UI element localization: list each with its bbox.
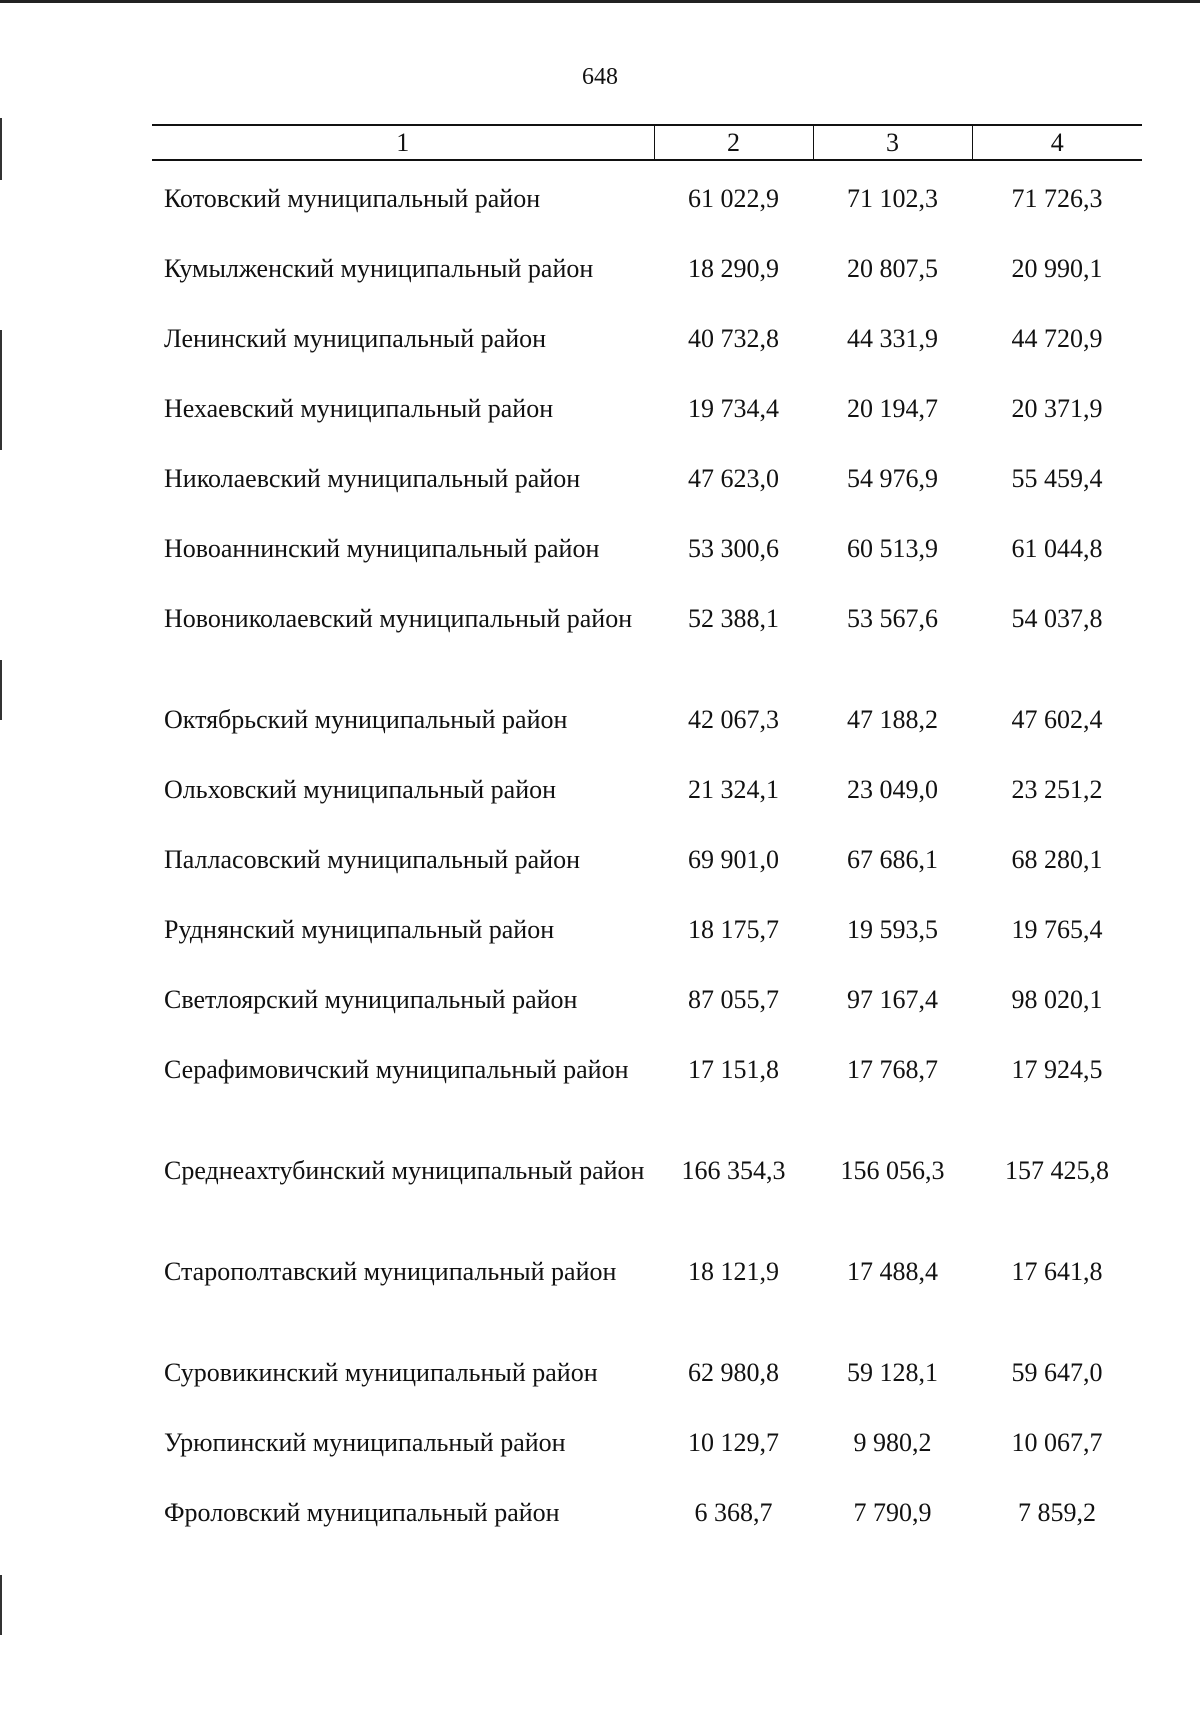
value-col-2: 166 354,3	[681, 1156, 786, 1185]
district-name: Светлоярский муниципальный район	[164, 985, 578, 1014]
table-row	[152, 323, 1142, 393]
value-col-4: 23 251,2	[1011, 775, 1103, 804]
district-name: Кумылженский муниципальный район	[164, 254, 594, 283]
header-col-2: 2	[654, 125, 813, 160]
value-col-3: 60 513,9	[847, 534, 938, 563]
district-name: Старополтавский муниципальный район	[164, 1257, 617, 1286]
value-col-2: 6 368,7	[694, 1498, 773, 1527]
value-col-4: 98 020,1	[1011, 985, 1103, 1014]
table-row	[152, 774, 1142, 844]
value-col-2: 21 324,1	[688, 775, 779, 804]
table-row	[152, 1256, 1142, 1357]
header-col-4: 4	[972, 125, 1142, 160]
district-name: Котовский муниципальный район	[164, 184, 541, 213]
value-col-2: 52 388,1	[688, 604, 779, 633]
value-col-3: 23 049,0	[847, 775, 938, 804]
value-col-2: 42 067,3	[688, 705, 779, 734]
value-col-3: 20 807,5	[847, 254, 938, 283]
value-col-4: 71 726,3	[1011, 184, 1103, 213]
page-number: 648	[582, 64, 618, 90]
district-name: Урюпинский муниципальный район	[164, 1428, 566, 1457]
header-col-1: 1	[152, 125, 654, 160]
value-col-2: 10 129,7	[688, 1428, 779, 1457]
value-col-2: 53 300,6	[688, 534, 779, 563]
value-col-2: 40 732,8	[688, 324, 779, 353]
table-row	[152, 704, 1142, 774]
value-col-3: 17 488,4	[847, 1257, 938, 1286]
scan-margin-mark	[0, 330, 2, 450]
table-header	[152, 125, 1142, 160]
table-row	[152, 984, 1142, 1054]
table-row	[152, 1427, 1142, 1497]
table-row	[152, 1357, 1142, 1427]
value-col-3: 53 567,6	[847, 604, 938, 633]
table-row	[152, 1155, 1142, 1256]
value-col-2: 18 175,7	[688, 915, 779, 944]
value-col-3: 156 056,3	[840, 1156, 945, 1185]
scan-margin-mark	[0, 1575, 2, 1635]
table-row	[152, 1497, 1142, 1567]
table-body	[152, 160, 1142, 1567]
header-row	[152, 125, 1142, 160]
district-name: Николаевский муниципальный район	[164, 464, 581, 493]
value-col-2: 19 734,4	[688, 394, 779, 423]
value-col-2: 69 901,0	[688, 845, 779, 874]
budget-table-container	[152, 124, 1142, 1567]
value-col-2: 17 151,8	[688, 1055, 779, 1084]
value-col-4: 19 765,4	[1011, 915, 1103, 944]
value-col-3: 97 167,4	[847, 985, 938, 1014]
table-row	[152, 533, 1142, 603]
value-col-4: 10 067,7	[1011, 1428, 1103, 1457]
table-row	[152, 914, 1142, 984]
table-row	[152, 393, 1142, 463]
value-col-2: 87 055,7	[688, 985, 779, 1014]
table-row	[152, 1054, 1142, 1155]
district-name: Новониколаевский муниципальный район	[164, 604, 633, 633]
value-col-3: 71 102,3	[847, 184, 938, 213]
value-col-4: 44 720,9	[1011, 324, 1103, 353]
value-col-4: 61 044,8	[1011, 534, 1103, 563]
scan-margin-mark	[0, 660, 2, 720]
value-col-3: 59 128,1	[847, 1358, 938, 1387]
value-col-2: 61 022,9	[688, 184, 779, 213]
value-col-2: 18 121,9	[688, 1257, 779, 1286]
value-col-4: 157 425,8	[1005, 1156, 1109, 1185]
value-col-4: 47 602,4	[1011, 705, 1103, 734]
district-name: Среднеахтубинский муниципальный район	[164, 1156, 645, 1185]
district-name: Октябрьский муниципальный район	[164, 705, 568, 734]
scan-margin-mark	[0, 118, 2, 180]
value-col-3: 17 768,7	[847, 1055, 938, 1084]
value-col-4: 54 037,8	[1011, 604, 1103, 633]
value-col-3: 47 188,2	[847, 705, 938, 734]
value-col-4: 7 859,2	[1018, 1498, 1096, 1527]
district-name: Серафимовичский муниципальный район	[164, 1055, 629, 1084]
value-col-4: 55 459,4	[1011, 464, 1103, 493]
value-col-3: 54 976,9	[847, 464, 938, 493]
district-name: Суровикинский муниципальный район	[164, 1358, 598, 1387]
value-col-2: 18 290,9	[688, 254, 779, 283]
value-col-4: 17 641,8	[1011, 1257, 1103, 1286]
value-col-2: 47 623,0	[688, 464, 779, 493]
value-col-3: 20 194,7	[847, 394, 938, 423]
value-col-3: 9 980,2	[853, 1428, 932, 1457]
value-col-3: 7 790,9	[853, 1498, 932, 1527]
budget-table	[152, 124, 1142, 1567]
value-col-4: 17 924,5	[1011, 1055, 1103, 1084]
table-row	[152, 253, 1142, 323]
value-col-2: 62 980,8	[688, 1358, 779, 1387]
district-name: Руднянский муниципальный район	[164, 915, 555, 944]
value-col-3: 44 331,9	[847, 324, 938, 353]
table-row	[152, 463, 1142, 533]
district-name: Ленинский муниципальный район	[164, 324, 547, 353]
value-col-3: 19 593,5	[847, 915, 938, 944]
table-row	[152, 160, 1142, 253]
value-col-4: 20 371,9	[1011, 394, 1103, 423]
value-col-4: 68 280,1	[1011, 845, 1103, 874]
table-row	[152, 844, 1142, 914]
district-name: Ольховский муниципальный район	[164, 775, 557, 804]
value-col-3: 67 686,1	[847, 845, 938, 874]
table-row	[152, 603, 1142, 704]
district-name: Фроловский муниципальный район	[164, 1498, 560, 1527]
district-name: Новоаннинский муниципальный район	[164, 534, 600, 563]
value-col-4: 20 990,1	[1011, 254, 1103, 283]
header-col-3: 3	[813, 125, 972, 160]
value-col-4: 59 647,0	[1011, 1358, 1103, 1387]
scan-top-edge	[0, 0, 1200, 3]
district-name: Палласовский муниципальный район	[164, 845, 580, 874]
district-name: Нехаевский муниципальный район	[164, 394, 554, 423]
